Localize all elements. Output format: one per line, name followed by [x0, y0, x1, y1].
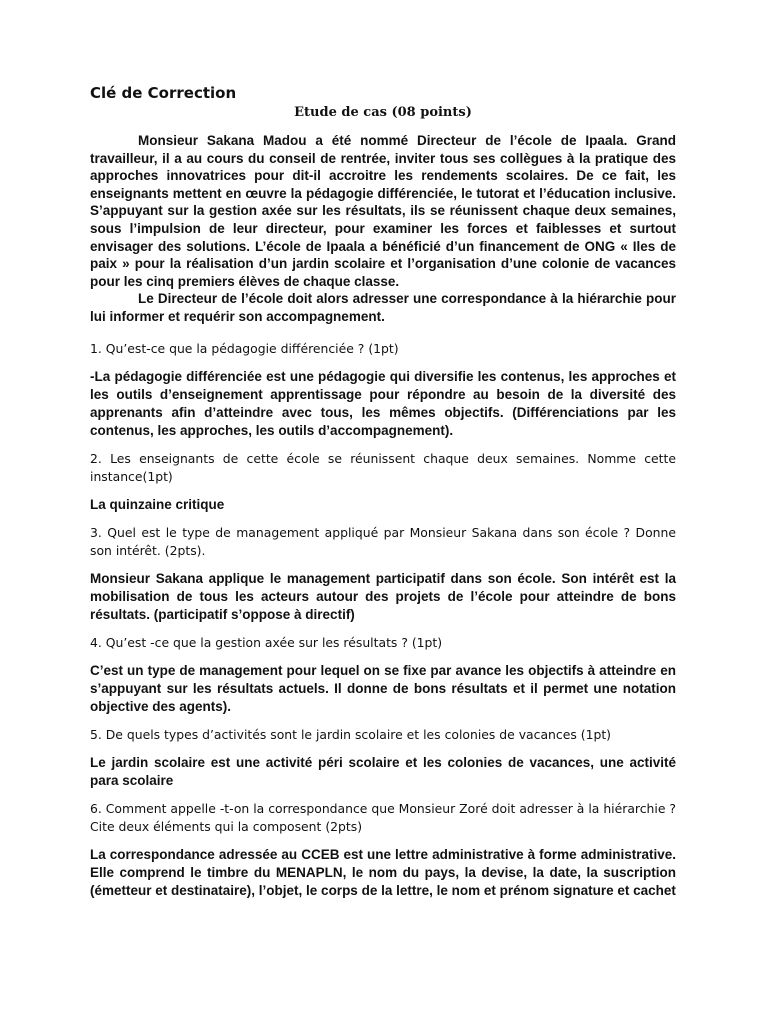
- document-subtitle: Etude de cas (08 points): [294, 105, 472, 120]
- question-2: 2. Les enseignants de cette école se réunissent chaque deux semaines. Nomme cette instance(1pt): [90, 450, 676, 484]
- answer-3: Monsieur Sakana applique le management participatif dans son école. Son intérêt est la mobilisation de tous les acteurs autour des projets de l’école pour atteindre de bons résultats. (participatif s’oppose à directif): [90, 570, 676, 622]
- answer-2: La quinzaine critique: [90, 496, 225, 512]
- answer-5: Le jardin scolaire est une activité péri scolaire et les colonies de vacances, une activité para scolaire: [90, 754, 676, 788]
- question-4: 4. Qu’est -ce que la gestion axée sur les résultats ? (1pt): [90, 634, 443, 650]
- answer-4: C’est un type de management pour lequel on se fixe par avance les objectifs à atteindre en s’appuyant sur les résultats actuels. Il donne de bons résultats et il permet une notation objective des agents).: [90, 662, 676, 714]
- question-5: 5. De quels types d’activités sont le jardin scolaire et les colonies de vacances (1pt): [90, 726, 612, 742]
- document-page: [90, 82, 676, 910]
- case-paragraph-1: Monsieur Sakana Madou a été nommé Directeur de l’école de Ipaala. Grand travailleur, il a au cours du conseil de rentrée, inviter tous ses collègues à la pratique des approches innovatrices pour dit-il accroitre les rendements scolaires. De ce fait, les enseignants mettent en œuvre la pédagogie différenciée, le tutorat et l’éducation inclusive. S’appuyant sur la gestion axée sur les résultats, ils se réunissent chaque deux semaines, sous l’impulsion de leur directeur, pour examiner les forces et faiblesses et surtout envisager des solutions. L’école de Ipaala a bénéficié d’un financement de ONG « Iles de paix » pour la réalisation d’un jardin scolaire et l’organisation d’une colonie de vacances pour les cinq premiers élèves de chaque classe.: [90, 133, 676, 289]
- answer-6: La correspondance adressée au CCEB est une lettre administrative à forme administrative. Elle comprend le timbre du MENAPLN, le nom du pays, la devise, la date, la suscription (émetteur et destinataire), l’objet, le corps de la lettre, le nom et prénom signature et cachet: [90, 846, 676, 898]
- question-3: 3. Quel est le type de management appliqué par Monsieur Sakana dans son école ? Donne son intérêt. (2pts).: [90, 524, 676, 558]
- question-1: 1. Qu’est-ce que la pédagogie différenciée ? (1pt): [90, 340, 399, 356]
- document-title: Clé de Correction: [90, 84, 237, 102]
- case-paragraph-2: Le Directeur de l’école doit alors adresser une correspondance à la hiérarchie pour lui informer et requérir son accompagnement.: [90, 291, 676, 324]
- answer-1: -La pédagogie différenciée est une pédagogie qui diversifie les contenus, les approches et les outils d’enseignement apprentissage pour répondre au besoin de la diversité des apprenants afin d’atteindre avec tous, les mêmes objectifs. (Différenciations par les contenus, les approches, les outils d’accompagnement).: [90, 368, 676, 438]
- question-6: 6. Comment appelle -t-on la correspondance que Monsieur Zoré doit adresser à la hiérarchie ? Cite deux éléments qui la composent (2pts): [90, 800, 676, 834]
